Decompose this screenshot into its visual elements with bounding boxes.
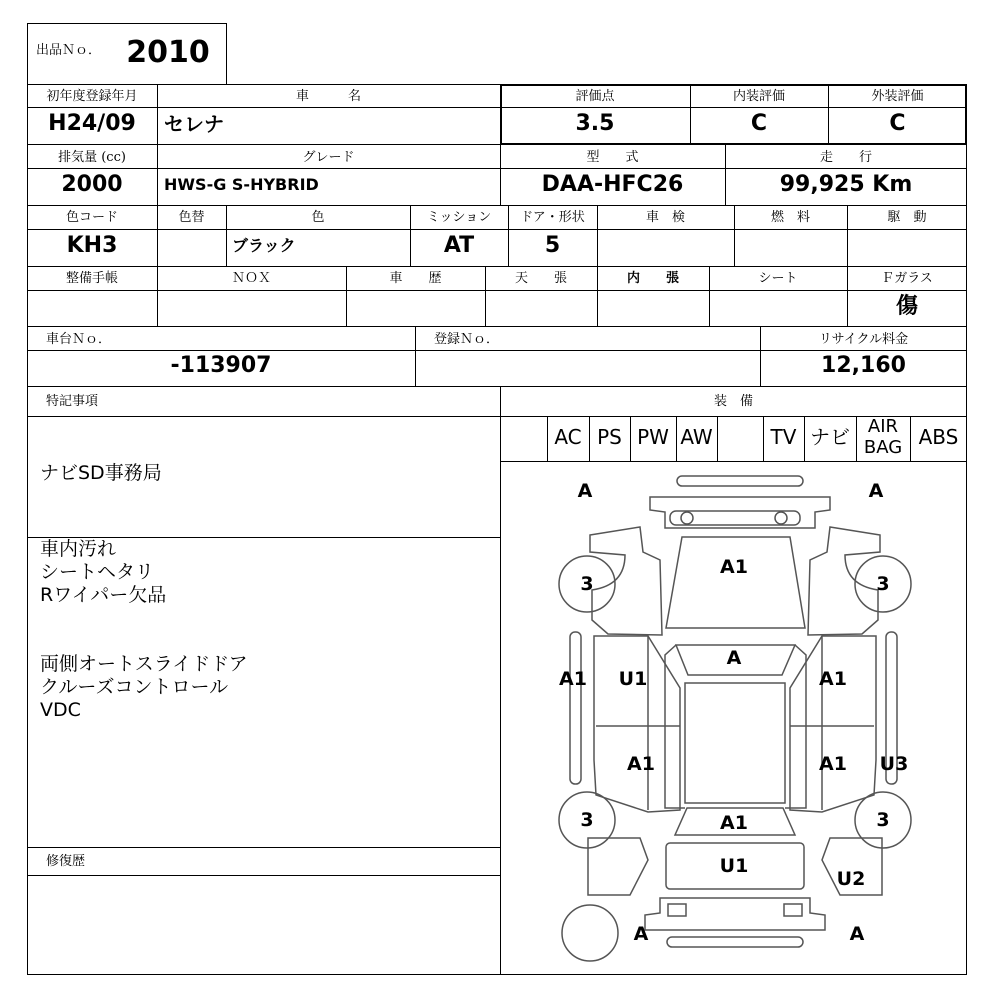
equipment-ps: PS [597,425,622,449]
model-value: DAA-HFC26 [541,172,684,197]
grade-label: グレード [302,150,355,165]
score-label: 評価点 [575,89,615,104]
score-value: 3.5 [575,111,615,136]
color-value: ブラック [232,236,296,255]
notes-line: 車内汚れ [40,538,117,560]
mark-left-front-door: U1 [618,668,648,690]
notes-line: ナビSD事務局 [40,462,162,484]
recycle-fee-value: 12,160 [821,353,906,378]
chassis-number-value: -113907 [170,353,272,378]
lot-number-value: 2010 [126,35,210,70]
mark-front-left-corner: A [577,480,593,502]
maintenance-book-label: 整備手帳 [65,271,118,286]
mark-rear-left-tire: 3 [580,809,594,831]
equipment-aw: AW [680,425,713,449]
mark-left-rear-door: A1 [627,753,655,775]
door-shape-label: ドア・形状 [520,210,585,225]
lot-number-label: 出品Ｎｏ． [36,43,102,58]
recolor-label: 色替 [178,210,205,225]
exterior-rating-value: C [889,111,906,136]
first-registration-label: 初年度登録年月 [46,89,138,104]
inspection-label: 車 検 [645,210,685,225]
mark-rear-right-corner: A [849,923,865,945]
roof-lining-label: 天 張 [514,271,567,286]
seat-label: シート [758,271,798,286]
interior-rating-label: 内装評価 [732,89,785,104]
color-label: 色 [311,210,325,225]
special-notes-label: 特記事項 [46,394,99,409]
color-code-value: KH3 [66,233,118,258]
car-name-label: 車 名 [295,89,361,104]
car-diagram [501,462,966,974]
nox-label: ＮＯＸ [231,271,271,286]
displacement-label: 排気量 (cc) [58,150,126,165]
displacement-value: 2000 [61,172,123,197]
mileage-value: 99,925 Km [779,172,913,197]
mission-value: AT [443,233,475,258]
mark-rear-right-tire: 3 [876,809,890,831]
interior-rating-value: C [750,111,768,136]
registration-number-label: 登録Ｎｏ． [434,332,500,347]
notes-line: VDC [40,699,81,721]
equipment-label: 装 備 [713,394,753,409]
vehicle-history-label: 車 歴 [389,271,442,286]
door-shape-value: 5 [544,233,561,258]
equipment-abs: ABS [918,425,959,449]
equipment-airbag: AIR BAG [863,416,903,458]
equipment-ac: AC [554,425,582,449]
first-registration-value: H24/09 [48,111,136,136]
notes-line: クルーズコントロール [40,676,229,698]
mark-front-right-tire: 3 [876,573,890,595]
chassis-number-label: 車台Ｎｏ． [46,332,112,347]
mark-hood: A1 [720,556,748,578]
notes-line: Rワイパー欠品 [40,584,167,606]
drive-label: 駆 動 [887,210,927,225]
mark-right-rear-quarter: U3 [879,753,909,775]
mark-right-front-door: A1 [819,668,847,690]
model-label: 型 式 [586,150,639,165]
car-name-value: セレナ [164,112,224,136]
mileage-label: 走 行 [819,150,872,165]
mark-right-rear-door: A1 [819,753,847,775]
color-code-label: 色コード [65,210,118,225]
notes-line: シートヘタリ [40,561,155,583]
mark-roof: A [726,647,742,669]
notes-line: 両側オートスライドドア [40,653,248,675]
recycle-fee-label: リサイクル料金 [818,332,909,347]
mark-front-left-tire: 3 [580,573,594,595]
fuel-label: 燃 料 [770,210,810,225]
mark-rear-glass: A1 [720,812,748,834]
front-glass-value: 傷 [895,294,918,319]
front-glass-label: Ｆガラス [881,271,933,286]
mark-front-right-corner: A [868,480,884,502]
mission-label: ミッション [426,210,492,225]
interior-lining-label: 内 張 [626,271,679,286]
equipment-pw: PW [637,425,669,449]
mark-rear-left-corner: A [633,923,649,945]
repair-history-label: 修復歴 [46,854,86,869]
equipment-navi: ナビ [810,425,850,449]
grade-value: HWS-G S-HYBRID [164,175,319,194]
equipment-tv: TV [770,425,797,449]
mark-rear-right: U2 [836,868,866,890]
exterior-rating-label: 外装評価 [871,89,924,104]
mark-back-door: U1 [719,855,749,877]
mark-left-front-fender: A1 [559,668,587,690]
